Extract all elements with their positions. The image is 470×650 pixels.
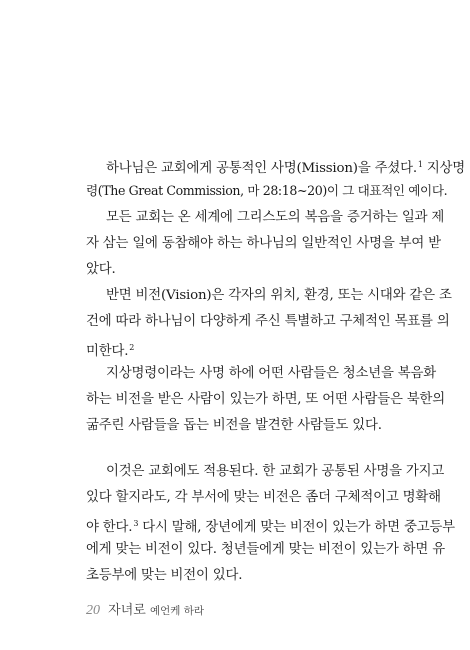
p2-line1: 모든 교회는 온 세계에 그리스도의 복음을 증거하는 일과 제 [106,210,445,225]
book-title-part-2: 예언 [149,605,171,617]
page-number: 20 [86,603,100,618]
p5-line3-b: 다시 말해, 장년에게 맞는 비전이 있는가 하면 중고등부 [138,520,455,535]
p3-line3 [86,340,402,360]
p1-line1-text: 하나님은 교회에게 공통적인 사명(Mission)을 주셨다. [106,161,417,176]
p3-line3-text: 미한다. [86,344,129,359]
p1-line1-tail: 지상명 [422,161,466,176]
p2-line3: 았다. [86,262,116,277]
p5-line2: 있다 할지라도, 각 부서에 맞는 비전은 좀더 구체적이고 명확해 [86,490,441,505]
p4-line3: 굶주린 사람들을 돕는 비전을 발견한 사람들도 있다. [86,418,382,433]
p3-line2: 건에 따라 하나님이 다양하게 주신 특별하고 구체적인 목표를 의 [86,314,450,329]
p5-line4: 에게 맞는 비전이 있다. 청년들에게 맞는 비전이 있는가 하면 유 [86,542,445,557]
running-footer [86,599,204,619]
p2-line2: 자 삼는 일에 동참해야 하는 하나님의 일반적인 사명을 부여 받 [86,236,441,251]
p3-line1: 반면 비전(Vision)은 각자의 위치, 환경, 또는 시대와 같은 조 [106,288,452,303]
p4-line2: 하는 비전을 받은 사람이 있는가 하면, 또 어떤 사람들은 북한의 [86,392,445,407]
p1-line1 [86,157,466,177]
p5-line3 [86,516,455,536]
p5-line1: 이것은 교회에도 적용된다. 한 교회가 공통된 사명을 가지고 [106,464,445,479]
p5-line3-a: 야 한다. [86,520,133,535]
footnote-3: 3 [133,519,139,528]
p4-line1: 지상명령이라는 사명 하에 어떤 사람들은 청소년을 복음화 [106,366,436,381]
book-title-part-1: 자녀로 [108,603,146,618]
p1-line2: 령(The Great Commission, 마 28:18~20)이 그 대표적인 예이다. [86,183,448,198]
footnote-2: 2 [129,343,135,352]
footnote-1: 1 [417,160,423,169]
p5-line5: 초등부에 맞는 비전이 있다. [86,568,243,583]
book-title-part-3: 케 하라 [170,605,205,617]
